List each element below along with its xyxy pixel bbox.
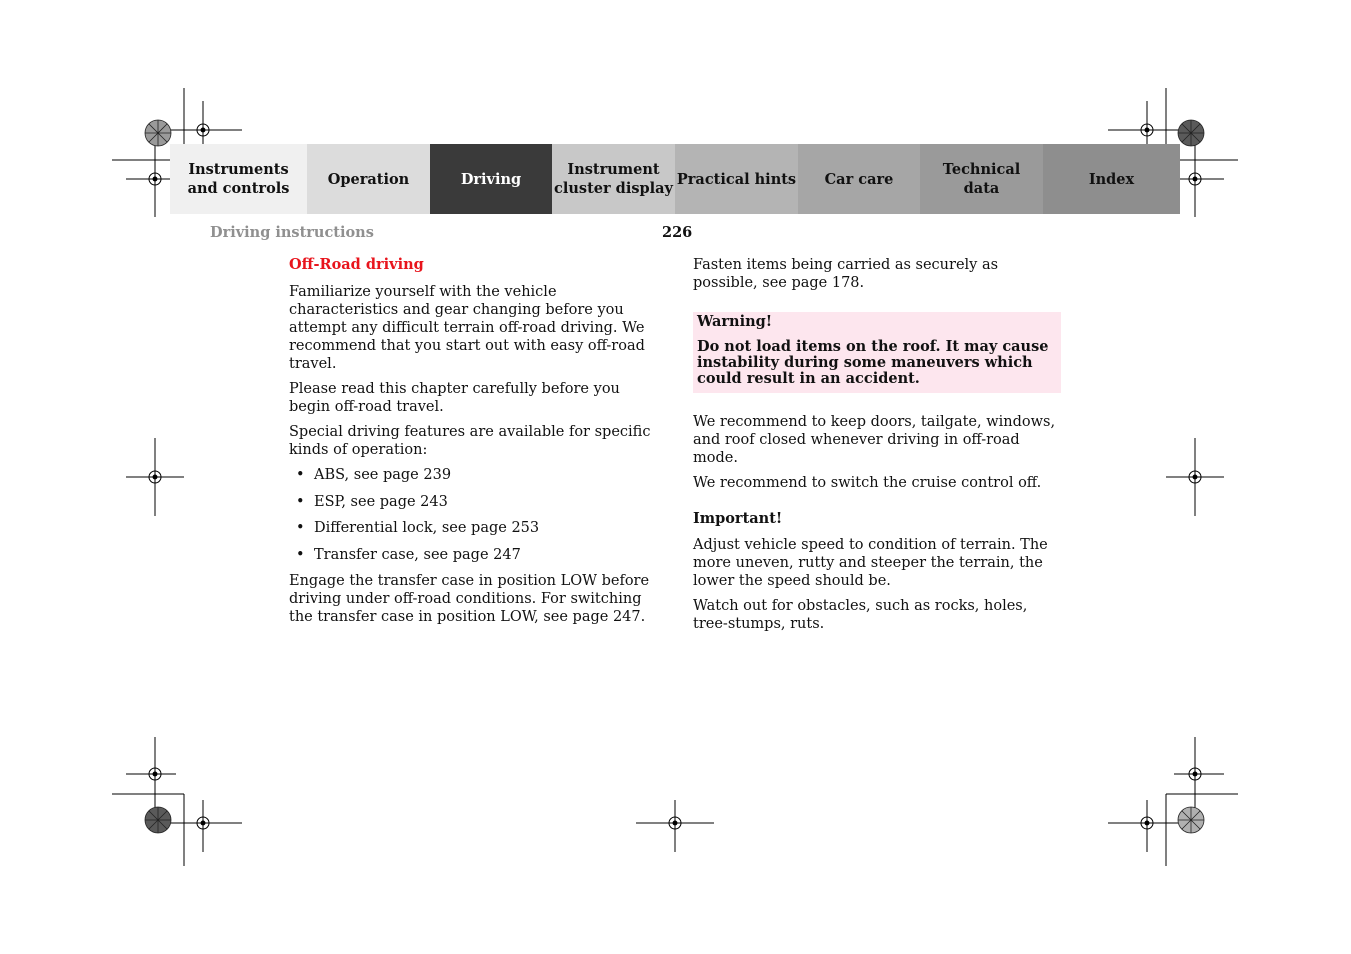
important-heading: Important! <box>693 510 783 527</box>
right-column <box>693 256 1061 640</box>
paragraph: Familiarize yourself with the vehicle characteristics and gear changing before you attempt any difficult terrain off-road driving. We recommend that you start out with easy off-road travel. <box>289 284 645 372</box>
tab-index[interactable] <box>1043 144 1180 214</box>
list-item-text: Transfer case, see page 247 <box>314 546 521 563</box>
tab-label: Technical data <box>942 161 1021 197</box>
page-number: 226 <box>662 224 693 241</box>
starburst-target <box>145 120 171 146</box>
tab-instruments-and-controls[interactable] <box>170 144 307 214</box>
tab-instrument-cluster-display[interactable] <box>552 144 675 214</box>
feature-list <box>289 466 661 564</box>
left-column <box>289 256 661 633</box>
bullet-icon: • <box>296 520 305 536</box>
tab-practical-hints[interactable] <box>675 144 798 214</box>
tab-label: Driving <box>460 170 522 188</box>
paragraph: We recommend to switch the cruise control off. <box>693 475 1042 491</box>
paragraph: We recommend to keep doors, tailgate, windows, and roof closed whenever driving in off-road mode. <box>693 414 1056 466</box>
tab-label: Instruments and controls <box>187 161 290 197</box>
tab-label: Practical hints <box>676 170 797 188</box>
section-title: Driving instructions <box>210 224 374 241</box>
bullet-icon: • <box>296 546 305 563</box>
paragraph: Watch out for obstacles, such as rocks, holes, tree-stumps, ruts. <box>693 598 1028 632</box>
paragraph: Engage the transfer case in position LOW before driving under off-road conditions. For switching the transfer case in position LOW, see page 247. <box>289 573 650 625</box>
warning-title: Warning! <box>697 313 773 330</box>
list-item <box>289 519 661 537</box>
warning-text: Do not load items on the roof. It may cause instability during some maneuvers which could result in an accident. <box>697 338 1049 387</box>
tab-operation[interactable] <box>307 144 430 214</box>
tab-label: Index <box>1088 170 1135 188</box>
chapter-tab-bar <box>170 144 1180 214</box>
list-item-text: ABS, see page 239 <box>314 467 452 483</box>
paragraph: Please read this chapter carefully before you begin off-road travel. <box>289 381 620 415</box>
tab-label: Operation <box>327 170 410 188</box>
paragraph: Fasten items being carried as securely as possible, see page 178. <box>693 257 999 291</box>
list-item <box>289 466 661 484</box>
tab-technical-data[interactable] <box>920 144 1043 214</box>
tab-car-care[interactable] <box>798 144 920 214</box>
paragraph: Special driving features are available for specific kinds of operation: <box>289 424 651 458</box>
warning-box <box>693 312 1061 393</box>
section-heading: Off-Road driving <box>289 256 424 273</box>
tab-label: Instrument cluster display <box>554 161 673 197</box>
bullet-icon: • <box>296 493 305 510</box>
list-item-text: Differential lock, see page 253 <box>314 520 540 536</box>
tab-driving[interactable] <box>430 144 552 214</box>
list-item <box>289 546 661 564</box>
paragraph: Adjust vehicle speed to condition of terrain. The more uneven, rutty and steeper the terrain, the lower the speed should be. <box>693 537 1048 589</box>
bullet-icon: • <box>296 467 305 483</box>
list-item-text: ESP, see page 243 <box>314 493 448 510</box>
tab-label: Car care <box>824 170 894 188</box>
list-item <box>289 493 661 511</box>
